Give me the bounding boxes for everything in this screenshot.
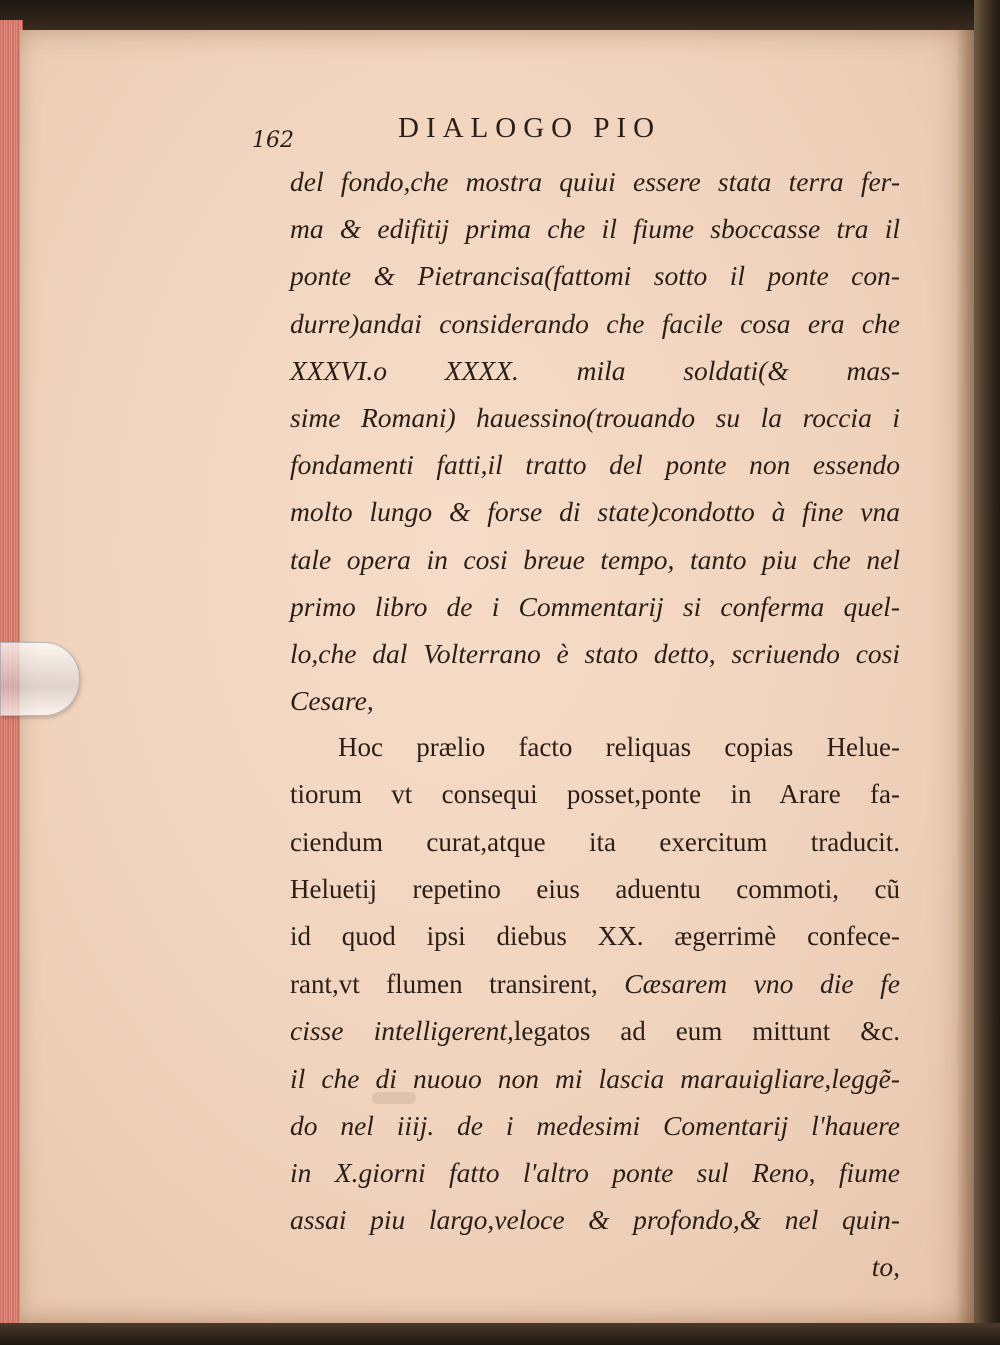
page-clip [0, 642, 80, 716]
text-line: ma & edifitij prima che il fiume sboccasse tra il [290, 213, 900, 245]
quote-roman-segment: rant,vt flumen transirent, [290, 969, 625, 1000]
quote-italic-segment: Cæsarem vno die fe [624, 968, 900, 1000]
quote-line: Hoc prælio facto reliquas copias Helue- [338, 732, 900, 763]
quote-line: id quod ipsi diebus XX. ægerrimè confece- [290, 921, 900, 951]
text-line: del fondo,che mostra quiui essere stata terra fer- [290, 166, 900, 197]
text-line: do nel iiij. de i medesimi Comentarij l'hauere [290, 1109, 900, 1141]
scan-background-right [974, 0, 1000, 1345]
text-line: in X.giorni fatto l'altro ponte sul Reno, fiume [290, 1156, 900, 1188]
text-line: tale opera in cosi breue tempo, tanto piu che nel [290, 543, 900, 575]
text-line: assai piu largo,veloce & profondo,& nel quin- [290, 1204, 900, 1236]
page-number: 162 [252, 128, 294, 153]
text-line: XXXVI.o XXXX. mila soldati(& mas- [290, 354, 900, 386]
text-line: sime Romani) hauessino(trouando su la roccia i [290, 401, 900, 433]
text-line: il che di nuouo non mi lascia marauigliare,leggẽ- [290, 1062, 900, 1094]
text-line: molto lungo & forse di state)condotto à fine vna [290, 496, 900, 528]
text-line: durre)andai considerando che facile cosa era che [290, 307, 900, 339]
scan-background-bottom [0, 1323, 1000, 1345]
catchword: to, [871, 1251, 900, 1283]
quote-line: tiorum vt consequi posset,ponte in Arare fa- [290, 779, 900, 810]
quote-line: ciendum curat,atque ita exercitum traducit. [290, 826, 900, 857]
text-line: primo libro de i Commentarij si conferma quel- [290, 590, 900, 622]
quote-italic-segment: cisse intelligerent, [290, 1015, 514, 1047]
text-line: Cesare, [290, 685, 374, 717]
quote-roman-segment: legatos ad eum mittunt &c. [513, 1016, 900, 1047]
running-head: DIALOGO PIO [398, 112, 662, 144]
scan-background-top [0, 0, 1000, 32]
text-line: lo,che dal Volterrano è stato detto, scriuendo cosi [290, 637, 900, 669]
quote-line: Heluetij repetino eius aduentu commoti, cũ [290, 873, 900, 904]
text-line: ponte & Pietrancisa(fattomi sotto il ponte con- [290, 260, 900, 292]
quote-line-mixed [290, 960, 900, 1007]
quote-line-mixed [290, 1007, 900, 1054]
text-line: fondamenti fatti,il tratto del ponte non essendo [290, 449, 900, 481]
page-gutter-shadow [956, 30, 974, 1330]
body-text [290, 158, 900, 1291]
